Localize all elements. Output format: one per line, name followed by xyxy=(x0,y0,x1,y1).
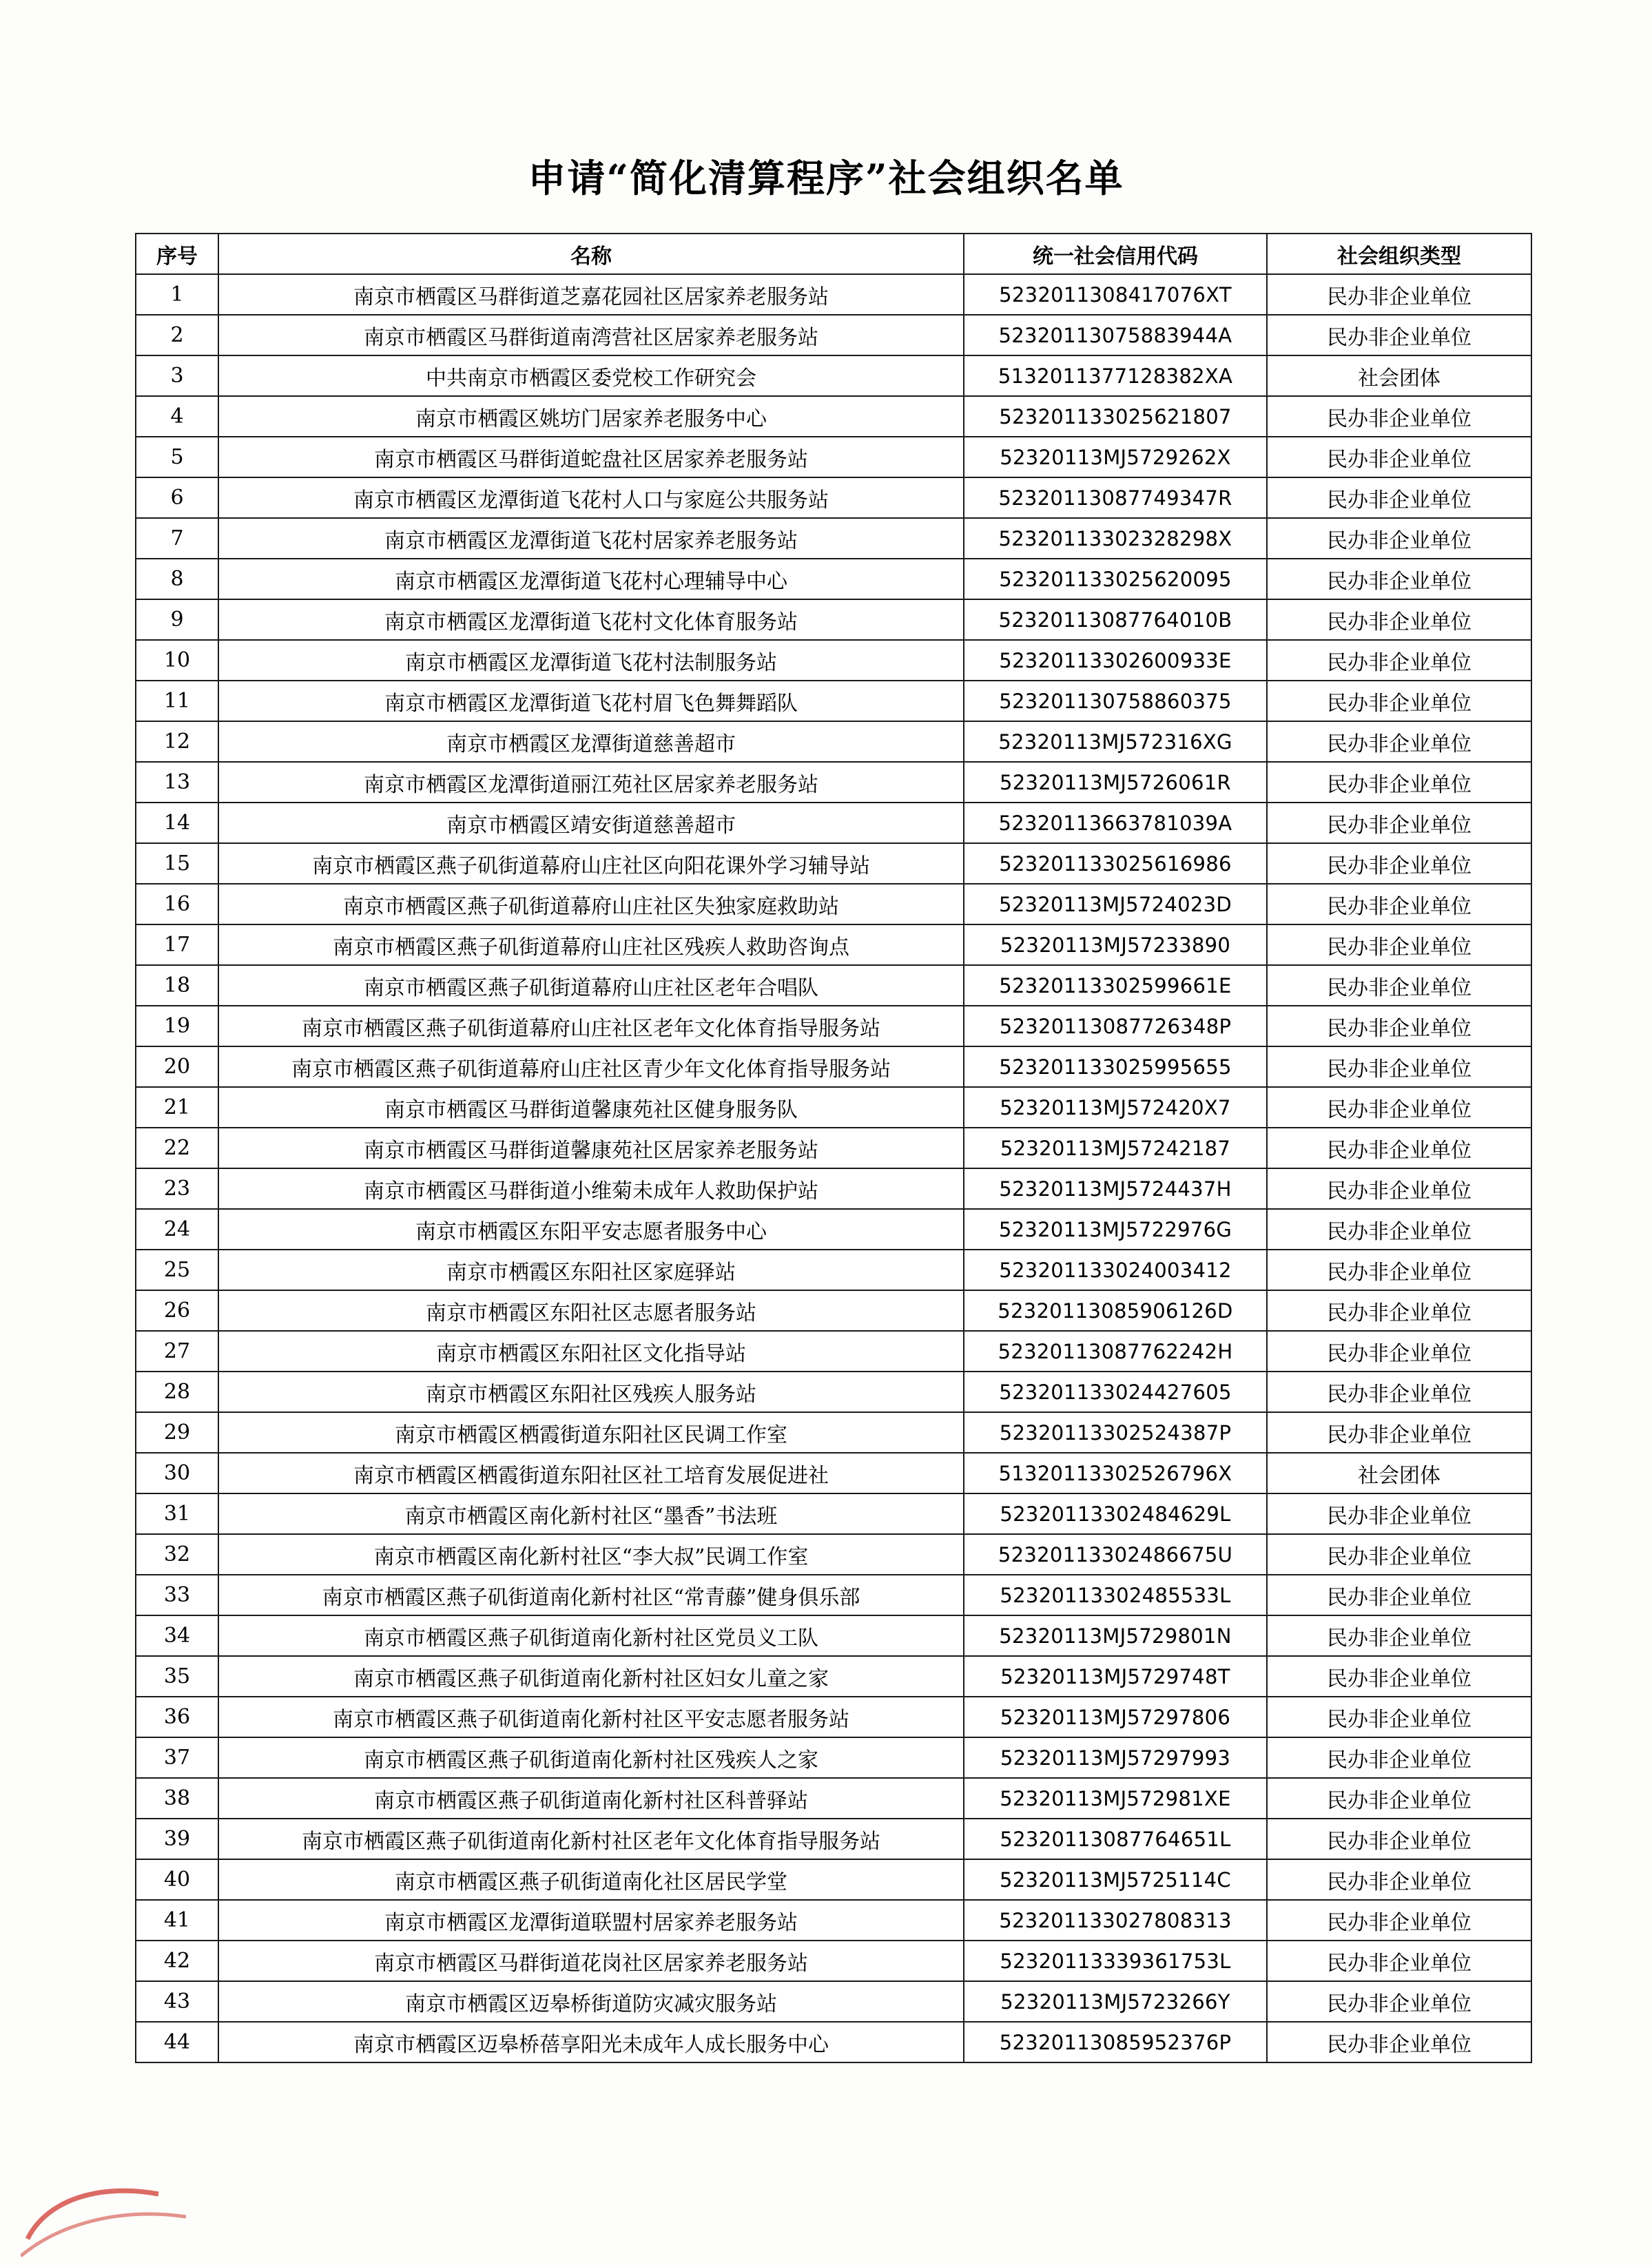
cell-credit-code: 52320113MJ5722976G xyxy=(964,1209,1267,1250)
cell-index: 32 xyxy=(136,1534,218,1575)
cell-credit-code: 52320113302484629L xyxy=(964,1493,1267,1534)
cell-index: 8 xyxy=(136,559,218,599)
organization-list-table xyxy=(135,233,1532,2063)
cell-credit-code: 52320113MJ57242187 xyxy=(964,1128,1267,1168)
cell-name: 南京市栖霞区燕子矶街道幕府山庄社区向阳花课外学习辅导站 xyxy=(218,843,964,884)
cell-index: 11 xyxy=(136,681,218,721)
table-row xyxy=(136,1737,1531,1778)
cell-name: 南京市栖霞区燕子矶街道南化社区居民学堂 xyxy=(218,1859,964,1900)
cell-org-type: 民办非企业单位 xyxy=(1267,884,1531,924)
red-seal-mark xyxy=(21,2156,227,2259)
table-row xyxy=(136,1046,1531,1087)
cell-index: 26 xyxy=(136,1290,218,1331)
cell-org-type: 民办非企业单位 xyxy=(1267,1290,1531,1331)
table-row xyxy=(136,1981,1531,2022)
cell-name: 南京市栖霞区迈皋桥街道防灾减灾服务站 xyxy=(218,1981,964,2022)
cell-name: 南京市栖霞区马群街道小维菊未成年人救助保护站 xyxy=(218,1168,964,1209)
cell-org-type: 民办非企业单位 xyxy=(1267,1209,1531,1250)
cell-org-type: 民办非企业单位 xyxy=(1267,924,1531,965)
table-row xyxy=(136,762,1531,803)
table-row xyxy=(136,884,1531,924)
cell-index: 44 xyxy=(136,2022,218,2062)
cell-credit-code: 52320113663781039A xyxy=(964,803,1267,843)
cell-name: 南京市栖霞区栖霞街道东阳社区社工培育发展促进社 xyxy=(218,1453,964,1493)
cell-name: 南京市栖霞区马群街道芝嘉花园社区居家养老服务站 xyxy=(218,274,964,315)
cell-credit-code: 52320113302486675U xyxy=(964,1534,1267,1575)
cell-credit-code: 52320113087749347R xyxy=(964,477,1267,518)
cell-org-type: 民办非企业单位 xyxy=(1267,599,1531,640)
cell-org-type: 民办非企业单位 xyxy=(1267,1006,1531,1046)
cell-index: 31 xyxy=(136,1493,218,1534)
cell-index: 14 xyxy=(136,803,218,843)
cell-index: 35 xyxy=(136,1656,218,1697)
cell-index: 42 xyxy=(136,1941,218,1981)
table-row xyxy=(136,1656,1531,1697)
cell-credit-code: 52320113085952376P xyxy=(964,2022,1267,2062)
cell-index: 3 xyxy=(136,355,218,396)
cell-index: 38 xyxy=(136,1778,218,1819)
cell-name: 南京市栖霞区龙潭街道联盟村居家养老服务站 xyxy=(218,1900,964,1941)
cell-credit-code: 52320113MJ5729748T xyxy=(964,1656,1267,1697)
cell-credit-code: 523201133025995655 xyxy=(964,1046,1267,1087)
cell-credit-code: 52320113087762242H xyxy=(964,1331,1267,1372)
cell-name: 南京市栖霞区马群街道馨康苑社区居家养老服务站 xyxy=(218,1128,964,1168)
cell-name: 南京市栖霞区东阳社区家庭驿站 xyxy=(218,1250,964,1290)
cell-name: 南京市栖霞区东阳社区残疾人服务站 xyxy=(218,1372,964,1412)
table-row xyxy=(136,1859,1531,1900)
cell-name: 南京市栖霞区龙潭街道丽江苑社区居家养老服务站 xyxy=(218,762,964,803)
cell-credit-code: 523201130758860375 xyxy=(964,681,1267,721)
cell-index: 25 xyxy=(136,1250,218,1290)
cell-name: 南京市栖霞区马群街道花岗社区居家养老服务站 xyxy=(218,1941,964,1981)
cell-credit-code: 52320113MJ5729262X xyxy=(964,437,1267,477)
cell-credit-code: 52320113302328298X xyxy=(964,518,1267,559)
cell-org-type: 民办非企业单位 xyxy=(1267,1372,1531,1412)
table-row xyxy=(136,1128,1531,1168)
table-row xyxy=(136,843,1531,884)
table-row xyxy=(136,1006,1531,1046)
cell-credit-code: 52320113MJ57297806 xyxy=(964,1697,1267,1737)
cell-index: 20 xyxy=(136,1046,218,1087)
cell-index: 34 xyxy=(136,1615,218,1656)
table-row xyxy=(136,1493,1531,1534)
table-row xyxy=(136,721,1531,762)
cell-credit-code: 52320113339361753L xyxy=(964,1941,1267,1981)
cell-name: 南京市栖霞区栖霞街道东阳社区民调工作室 xyxy=(218,1412,964,1453)
cell-org-type: 社会团体 xyxy=(1267,355,1531,396)
cell-credit-code: 523201133025621807 xyxy=(964,396,1267,437)
cell-org-type: 民办非企业单位 xyxy=(1267,1250,1531,1290)
cell-org-type: 民办非企业单位 xyxy=(1267,1697,1531,1737)
cell-name: 南京市栖霞区龙潭街道飞花村法制服务站 xyxy=(218,640,964,681)
cell-name: 南京市栖霞区燕子矶街道幕府山庄社区老年合唱队 xyxy=(218,965,964,1006)
cell-credit-code: 52320113087764010B xyxy=(964,599,1267,640)
cell-org-type: 民办非企业单位 xyxy=(1267,274,1531,315)
cell-name: 南京市栖霞区龙潭街道飞花村居家养老服务站 xyxy=(218,518,964,559)
cell-org-type: 民办非企业单位 xyxy=(1267,721,1531,762)
cell-credit-code: 52320113302524387P xyxy=(964,1412,1267,1453)
cell-org-type: 民办非企业单位 xyxy=(1267,1981,1531,2022)
cell-index: 5 xyxy=(136,437,218,477)
cell-name: 南京市栖霞区燕子矶街道幕府山庄社区失独家庭救助站 xyxy=(218,884,964,924)
table-row xyxy=(136,1331,1531,1372)
column-header-index: 序号 xyxy=(136,234,218,274)
cell-credit-code: 51320113302526796X xyxy=(964,1453,1267,1493)
cell-credit-code: 523201133024427605 xyxy=(964,1372,1267,1412)
table-row xyxy=(136,803,1531,843)
cell-index: 9 xyxy=(136,599,218,640)
cell-name: 南京市栖霞区龙潭街道飞花村眉飞色舞舞蹈队 xyxy=(218,681,964,721)
cell-credit-code: 52320113MJ5724437H xyxy=(964,1168,1267,1209)
cell-name: 南京市栖霞区东阳社区文化指导站 xyxy=(218,1331,964,1372)
table-row xyxy=(136,274,1531,315)
table-row xyxy=(136,599,1531,640)
cell-index: 23 xyxy=(136,1168,218,1209)
table-row xyxy=(136,1372,1531,1412)
cell-index: 7 xyxy=(136,518,218,559)
cell-index: 12 xyxy=(136,721,218,762)
cell-org-type: 民办非企业单位 xyxy=(1267,1534,1531,1575)
cell-credit-code: 52320113302485533L xyxy=(964,1575,1267,1615)
cell-name: 南京市栖霞区龙潭街道慈善超市 xyxy=(218,721,964,762)
cell-name: 南京市栖霞区姚坊门居家养老服务中心 xyxy=(218,396,964,437)
cell-name: 南京市栖霞区东阳社区志愿者服务站 xyxy=(218,1290,964,1331)
cell-index: 2 xyxy=(136,315,218,355)
cell-index: 22 xyxy=(136,1128,218,1168)
cell-index: 43 xyxy=(136,1981,218,2022)
cell-org-type: 社会团体 xyxy=(1267,1453,1531,1493)
table-row xyxy=(136,1290,1531,1331)
cell-name: 南京市栖霞区燕子矶街道南化新村社区党员义工队 xyxy=(218,1615,964,1656)
cell-org-type: 民办非企业单位 xyxy=(1267,437,1531,477)
cell-name: 南京市栖霞区马群街道南湾营社区居家养老服务站 xyxy=(218,315,964,355)
cell-index: 4 xyxy=(136,396,218,437)
table-row xyxy=(136,965,1531,1006)
cell-index: 39 xyxy=(136,1819,218,1859)
column-header-credit-code: 统一社会信用代码 xyxy=(964,234,1267,274)
cell-name: 南京市栖霞区燕子矶街道南化新村社区妇女儿童之家 xyxy=(218,1656,964,1697)
cell-org-type: 民办非企业单位 xyxy=(1267,315,1531,355)
cell-org-type: 民办非企业单位 xyxy=(1267,803,1531,843)
cell-name: 中共南京市栖霞区委党校工作研究会 xyxy=(218,355,964,396)
cell-index: 27 xyxy=(136,1331,218,1372)
cell-org-type: 民办非企业单位 xyxy=(1267,1615,1531,1656)
table-row xyxy=(136,681,1531,721)
cell-org-type: 民办非企业单位 xyxy=(1267,1737,1531,1778)
cell-org-type: 民办非企业单位 xyxy=(1267,1575,1531,1615)
cell-credit-code: 52320113302599661E xyxy=(964,965,1267,1006)
cell-credit-code: 5132011377128382XA xyxy=(964,355,1267,396)
cell-name: 南京市栖霞区马群街道馨康苑社区健身服务队 xyxy=(218,1087,964,1128)
cell-index: 17 xyxy=(136,924,218,965)
cell-index: 13 xyxy=(136,762,218,803)
cell-credit-code: 52320113MJ5723266Y xyxy=(964,1981,1267,2022)
cell-credit-code: 523201133024003412 xyxy=(964,1250,1267,1290)
cell-org-type: 民办非企业单位 xyxy=(1267,518,1531,559)
cell-credit-code: 52320113MJ5724023D xyxy=(964,884,1267,924)
table-row xyxy=(136,1900,1531,1941)
cell-org-type: 民办非企业单位 xyxy=(1267,1128,1531,1168)
column-header-name: 名称 xyxy=(218,234,964,274)
table-row xyxy=(136,315,1531,355)
cell-name: 南京市栖霞区龙潭街道飞花村文化体育服务站 xyxy=(218,599,964,640)
cell-name: 南京市栖霞区燕子矶街道幕府山庄社区老年文化体育指导服务站 xyxy=(218,1006,964,1046)
cell-index: 28 xyxy=(136,1372,218,1412)
cell-name: 南京市栖霞区燕子矶街道南化新村社区“常青藤”健身俱乐部 xyxy=(218,1575,964,1615)
cell-credit-code: 52320113MJ5725114C xyxy=(964,1859,1267,1900)
cell-index: 37 xyxy=(136,1737,218,1778)
table-header xyxy=(136,234,1531,274)
cell-name: 南京市栖霞区燕子矶街道南化新村社区科普驿站 xyxy=(218,1778,964,1819)
cell-credit-code: 5232011308417076XT xyxy=(964,274,1267,315)
cell-org-type: 民办非企业单位 xyxy=(1267,477,1531,518)
cell-org-type: 民办非企业单位 xyxy=(1267,1046,1531,1087)
cell-org-type: 民办非企业单位 xyxy=(1267,396,1531,437)
table-row xyxy=(136,1941,1531,1981)
cell-org-type: 民办非企业单位 xyxy=(1267,640,1531,681)
cell-name: 南京市栖霞区南化新村社区“墨香”书法班 xyxy=(218,1493,964,1534)
cell-credit-code: 52320113087764651L xyxy=(964,1819,1267,1859)
cell-name: 南京市栖霞区靖安街道慈善超市 xyxy=(218,803,964,843)
table-row xyxy=(136,355,1531,396)
table-row xyxy=(136,1453,1531,1493)
cell-index: 41 xyxy=(136,1900,218,1941)
cell-name: 南京市栖霞区龙潭街道飞花村心理辅导中心 xyxy=(218,559,964,599)
table-row xyxy=(136,396,1531,437)
cell-name: 南京市栖霞区龙潭街道飞花村人口与家庭公共服务站 xyxy=(218,477,964,518)
table-row xyxy=(136,1575,1531,1615)
cell-name: 南京市栖霞区迈皋桥蓓享阳光未成年人成长服务中心 xyxy=(218,2022,964,2062)
cell-index: 33 xyxy=(136,1575,218,1615)
cell-name: 南京市栖霞区南化新村社区“李大叔”民调工作室 xyxy=(218,1534,964,1575)
cell-credit-code: 523201133025616986 xyxy=(964,843,1267,884)
table-row xyxy=(136,1087,1531,1128)
table-row xyxy=(136,1412,1531,1453)
cell-index: 15 xyxy=(136,843,218,884)
cell-credit-code: 52320113075883944A xyxy=(964,315,1267,355)
cell-org-type: 民办非企业单位 xyxy=(1267,1331,1531,1372)
cell-index: 36 xyxy=(136,1697,218,1737)
cell-org-type: 民办非企业单位 xyxy=(1267,843,1531,884)
cell-org-type: 民办非企业单位 xyxy=(1267,559,1531,599)
cell-index: 24 xyxy=(136,1209,218,1250)
cell-org-type: 民办非企业单位 xyxy=(1267,2022,1531,2062)
cell-index: 16 xyxy=(136,884,218,924)
cell-index: 21 xyxy=(136,1087,218,1128)
table-row xyxy=(136,437,1531,477)
table-row xyxy=(136,924,1531,965)
cell-org-type: 民办非企业单位 xyxy=(1267,1412,1531,1453)
cell-org-type: 民办非企业单位 xyxy=(1267,1941,1531,1981)
page-title: 申请“简化清算程序”社会组织名单 xyxy=(528,156,1124,200)
cell-org-type: 民办非企业单位 xyxy=(1267,1900,1531,1941)
cell-credit-code: 523201133025620095 xyxy=(964,559,1267,599)
cell-name: 南京市栖霞区燕子矶街道南化新村社区老年文化体育指导服务站 xyxy=(218,1819,964,1859)
table-row xyxy=(136,1615,1531,1656)
cell-credit-code: 52320113MJ5729801N xyxy=(964,1615,1267,1656)
cell-credit-code: 52320113MJ57233890 xyxy=(964,924,1267,965)
table-row xyxy=(136,477,1531,518)
table-row xyxy=(136,1534,1531,1575)
cell-index: 6 xyxy=(136,477,218,518)
table-row xyxy=(136,2022,1531,2062)
table-row xyxy=(136,1819,1531,1859)
table-row xyxy=(136,518,1531,559)
cell-name: 南京市栖霞区燕子矶街道幕府山庄社区残疾人救助咨询点 xyxy=(218,924,964,965)
cell-index: 18 xyxy=(136,965,218,1006)
cell-credit-code: 52320113085906126D xyxy=(964,1290,1267,1331)
cell-index: 1 xyxy=(136,274,218,315)
cell-index: 10 xyxy=(136,640,218,681)
cell-org-type: 民办非企业单位 xyxy=(1267,762,1531,803)
table-row xyxy=(136,1697,1531,1737)
cell-name: 南京市栖霞区燕子矶街道南化新村社区残疾人之家 xyxy=(218,1737,964,1778)
cell-credit-code: 52320113302600933E xyxy=(964,640,1267,681)
table-row xyxy=(136,640,1531,681)
table-row xyxy=(136,1168,1531,1209)
table-row xyxy=(136,1778,1531,1819)
table-body xyxy=(136,274,1531,2062)
cell-org-type: 民办非企业单位 xyxy=(1267,681,1531,721)
cell-credit-code: 52320113MJ572420X7 xyxy=(964,1087,1267,1128)
cell-org-type: 民办非企业单位 xyxy=(1267,965,1531,1006)
cell-index: 30 xyxy=(136,1453,218,1493)
table-row xyxy=(136,1209,1531,1250)
cell-org-type: 民办非企业单位 xyxy=(1267,1778,1531,1819)
cell-credit-code: 523201133027808313 xyxy=(964,1900,1267,1941)
cell-index: 19 xyxy=(136,1006,218,1046)
column-header-org-type: 社会组织类型 xyxy=(1267,234,1531,274)
cell-org-type: 民办非企业单位 xyxy=(1267,1819,1531,1859)
cell-credit-code: 52320113MJ57297993 xyxy=(964,1737,1267,1778)
cell-index: 40 xyxy=(136,1859,218,1900)
cell-credit-code: 52320113MJ5726061R xyxy=(964,762,1267,803)
cell-org-type: 民办非企业单位 xyxy=(1267,1087,1531,1128)
cell-credit-code: 52320113MJ572981XE xyxy=(964,1778,1267,1819)
cell-index: 29 xyxy=(136,1412,218,1453)
cell-name: 南京市栖霞区燕子矶街道南化新村社区平安志愿者服务站 xyxy=(218,1697,964,1737)
cell-name: 南京市栖霞区马群街道蛇盘社区居家养老服务站 xyxy=(218,437,964,477)
cell-org-type: 民办非企业单位 xyxy=(1267,1168,1531,1209)
cell-name: 南京市栖霞区燕子矶街道幕府山庄社区青少年文化体育指导服务站 xyxy=(218,1046,964,1087)
cell-org-type: 民办非企业单位 xyxy=(1267,1859,1531,1900)
cell-org-type: 民办非企业单位 xyxy=(1267,1656,1531,1697)
table-header-row xyxy=(136,234,1531,274)
cell-credit-code: 52320113MJ572316XG xyxy=(964,721,1267,762)
cell-org-type: 民办非企业单位 xyxy=(1267,1493,1531,1534)
cell-name: 南京市栖霞区东阳平安志愿者服务中心 xyxy=(218,1209,964,1250)
table-row xyxy=(136,559,1531,599)
table-row xyxy=(136,1250,1531,1290)
organization-list-table-wrapper xyxy=(135,233,1525,2063)
cell-credit-code: 52320113087726348P xyxy=(964,1006,1267,1046)
